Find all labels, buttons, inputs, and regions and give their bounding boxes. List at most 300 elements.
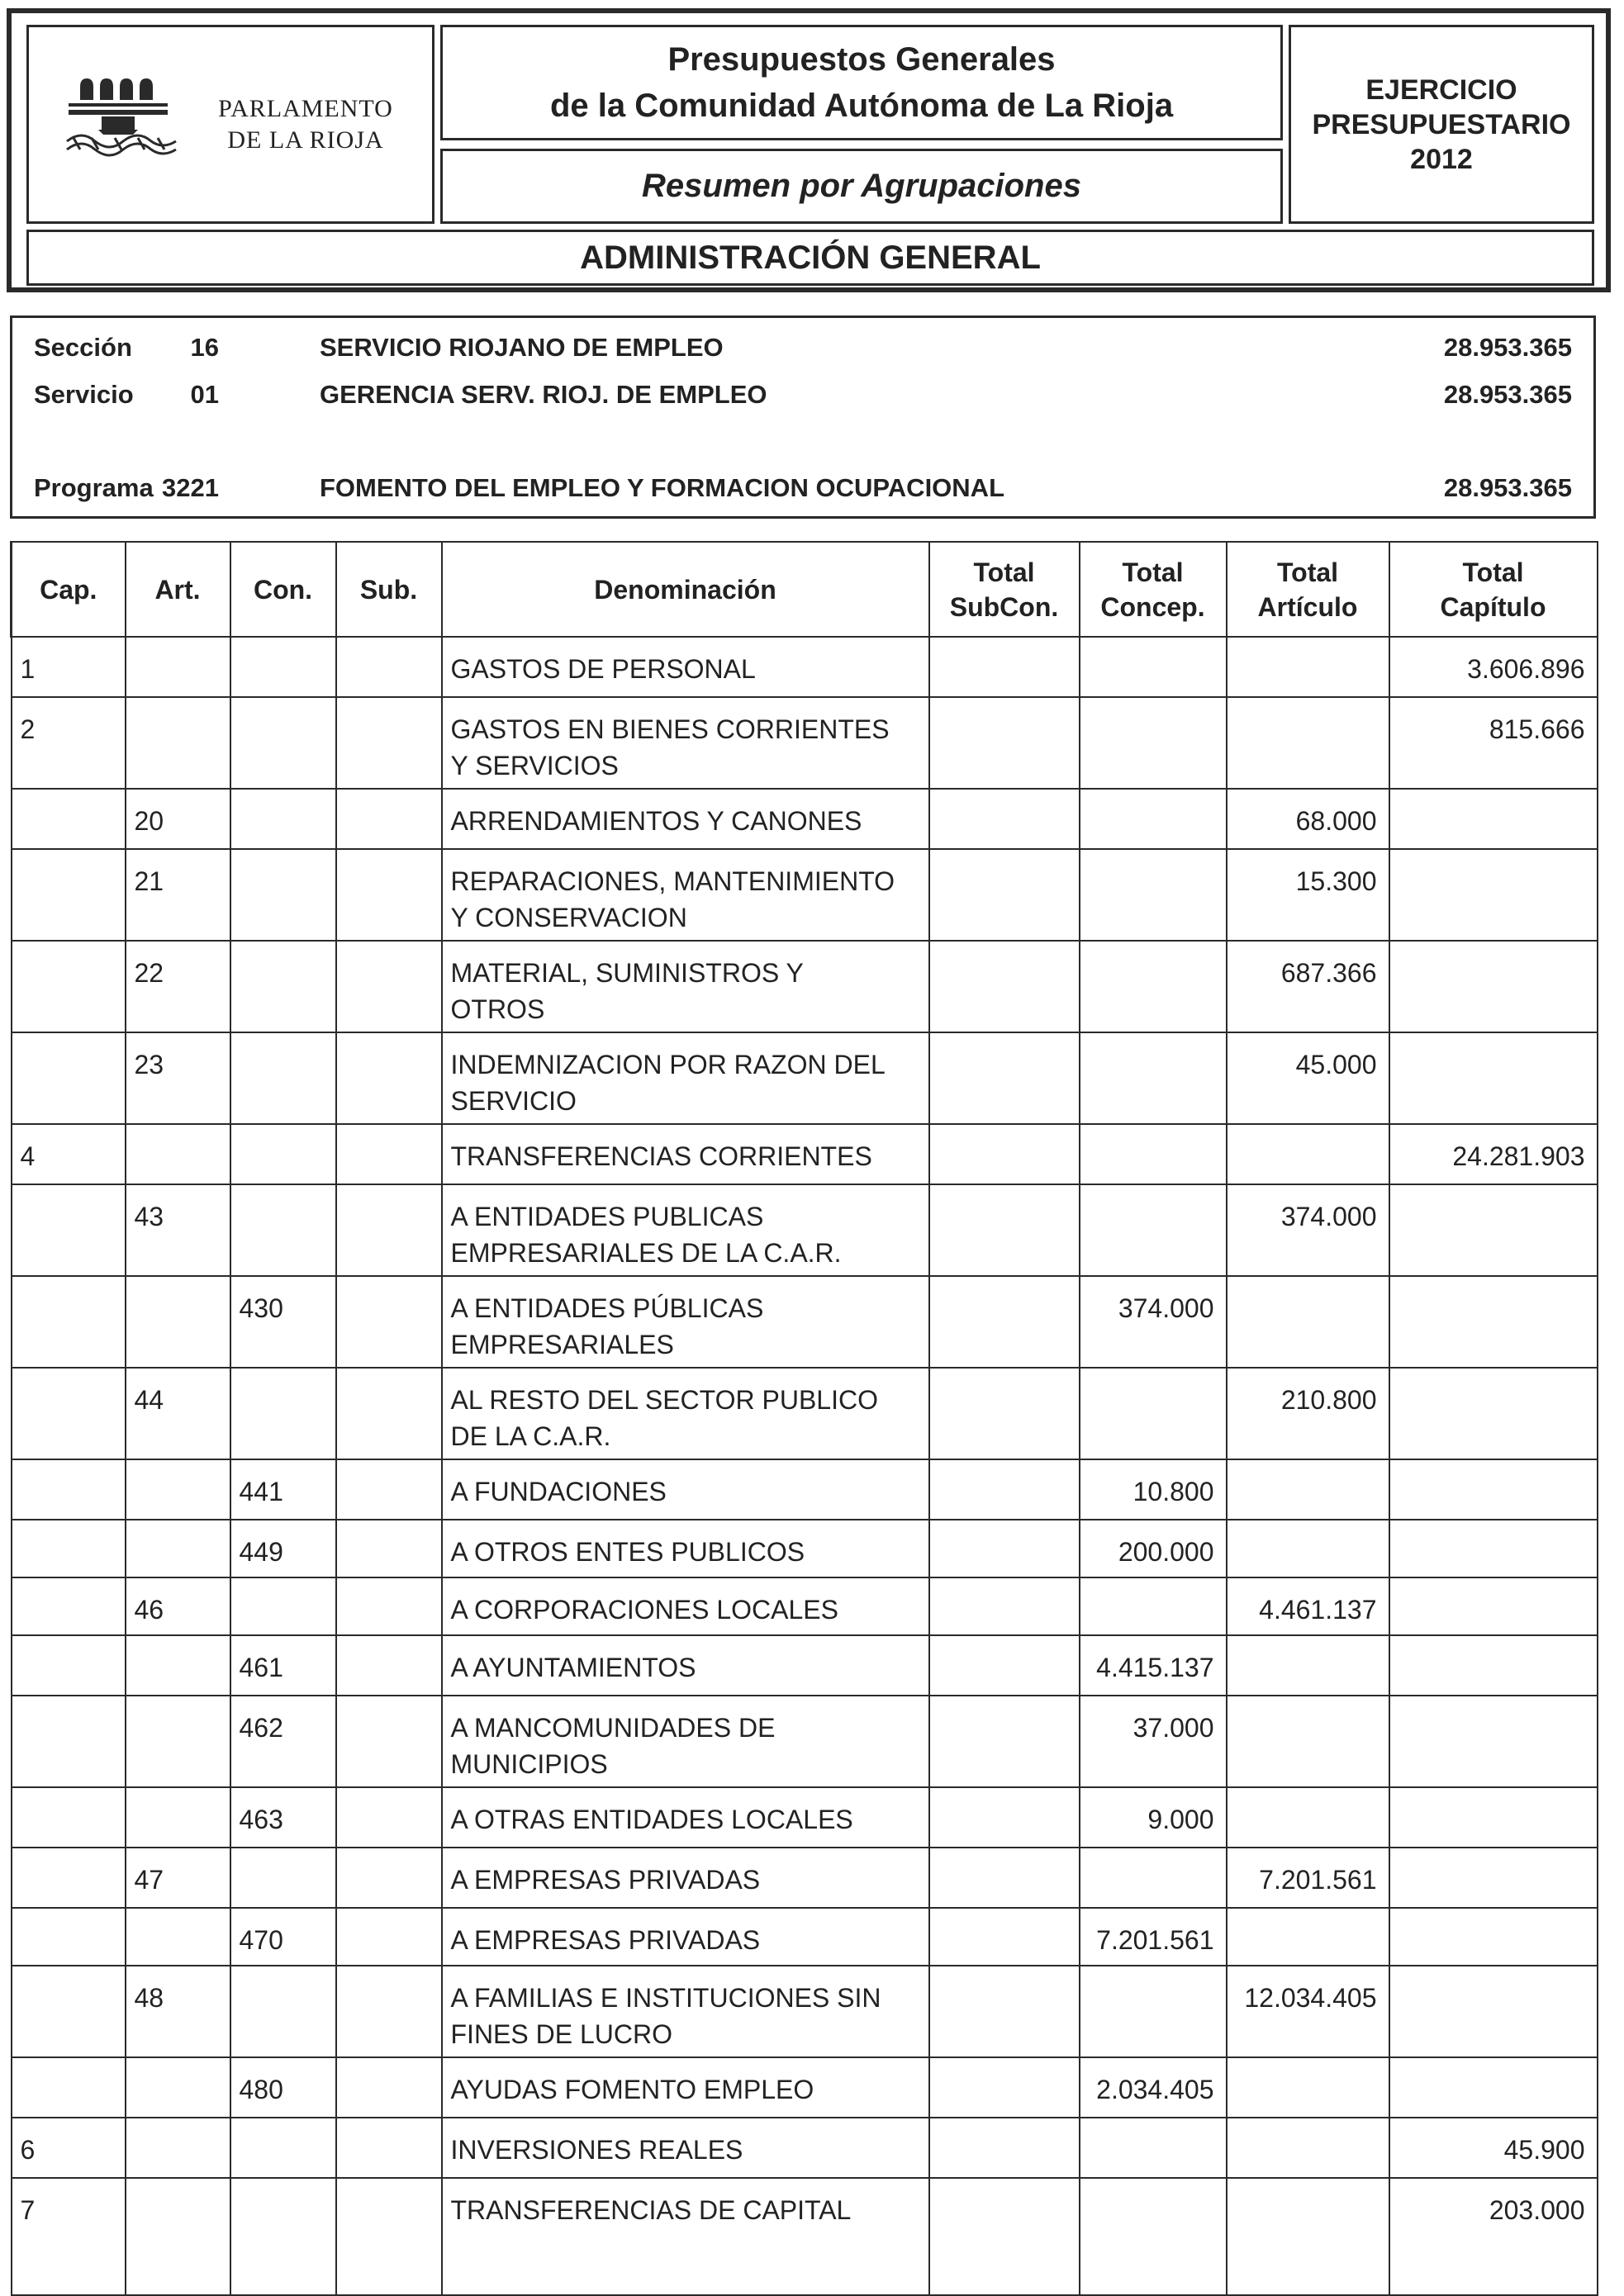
art-cell — [126, 1787, 230, 1848]
header-total-articulo — [1227, 542, 1389, 637]
denominacion-cell — [442, 941, 929, 1032]
denominacion-line-2: FINES DE LUCRO — [450, 2019, 672, 2049]
exercise-box — [1289, 25, 1594, 224]
art-cell — [126, 2118, 230, 2178]
art-cell: 22 — [126, 941, 230, 1032]
total-subcon-cell — [929, 941, 1080, 1032]
total-capitulo-cell — [1389, 1520, 1598, 1577]
total-concep-cell — [1080, 637, 1227, 697]
table-row — [12, 2118, 1598, 2178]
con-cell — [230, 1368, 336, 1459]
denominacion-cell — [442, 637, 929, 697]
total-capitulo-cell — [1389, 1848, 1598, 1908]
seccion-row — [12, 333, 1593, 366]
total-capitulo-cell: 203.000 — [1389, 2178, 1598, 2295]
con-cell — [230, 2178, 336, 2295]
total-concep-cell — [1080, 1577, 1227, 1635]
cap-cell — [12, 1276, 126, 1368]
header-sub: Sub. — [336, 542, 442, 637]
cap-cell — [12, 849, 126, 941]
con-cell — [230, 1184, 336, 1276]
parliament-emblem-icon — [65, 69, 189, 159]
total-articulo-cell — [1227, 1696, 1389, 1787]
con-cell: 441 — [230, 1459, 336, 1520]
sub-cell — [336, 1696, 442, 1787]
total-subcon-cell — [929, 789, 1080, 849]
denominacion-line-1: GASTOS DE PERSONAL — [450, 654, 756, 684]
denominacion-line-1: AYUDAS FOMENTO EMPLEO — [450, 2075, 814, 2104]
art-cell — [126, 697, 230, 789]
cap-cell — [12, 789, 126, 849]
total-subcon-cell — [929, 1520, 1080, 1577]
total-capitulo-cell — [1389, 1787, 1598, 1848]
sub-cell — [336, 1787, 442, 1848]
denominacion-line-2: SERVICIO — [450, 1086, 577, 1116]
art-cell — [126, 1276, 230, 1368]
total-concep-cell: 4.415.137 — [1080, 1635, 1227, 1696]
total-capitulo-cell — [1389, 1577, 1598, 1635]
denominacion-line-1: ARRENDAMIENTOS Y CANONES — [450, 806, 862, 836]
total-articulo-cell: 68.000 — [1227, 789, 1389, 849]
art-cell — [126, 1124, 230, 1184]
cap-cell — [12, 2057, 126, 2118]
header-con: Con. — [230, 542, 336, 637]
total-subcon-cell — [929, 1908, 1080, 1966]
sub-cell — [336, 1368, 442, 1459]
table-row — [12, 1276, 1598, 1368]
denominacion-line-1: A EMPRESAS PRIVADAS — [450, 1925, 761, 1955]
servicio-amount: 28.953.365 — [1443, 380, 1572, 409]
section-info — [10, 315, 1596, 519]
total-subcon-cell — [929, 1368, 1080, 1459]
denominacion-cell — [442, 1459, 929, 1520]
total-articulo-cell — [1227, 1124, 1389, 1184]
denominacion-line-2: EMPRESARIALES DE LA C.A.R. — [450, 1238, 842, 1268]
table-row — [12, 637, 1598, 697]
total-capitulo-cell — [1389, 789, 1598, 849]
administration-title: ADMINISTRACIÓN GENERAL — [26, 230, 1594, 286]
total-subcon-cell — [929, 849, 1080, 941]
denominacion-line-1: A ENTIDADES PÚBLICAS — [450, 1293, 764, 1323]
programa-row — [12, 473, 1593, 506]
total-concep-cell: 37.000 — [1080, 1696, 1227, 1787]
cap-cell: 6 — [12, 2118, 126, 2178]
art-cell — [126, 2057, 230, 2118]
sub-cell — [336, 1908, 442, 1966]
total-subcon-cell — [929, 1032, 1080, 1124]
con-cell — [230, 2118, 336, 2178]
table-row — [12, 1787, 1598, 1848]
sub-cell — [336, 1459, 442, 1520]
cap-cell: 2 — [12, 697, 126, 789]
servicio-code: 01 — [190, 380, 219, 409]
sub-cell — [336, 1032, 442, 1124]
total-articulo-cell: 7.201.561 — [1227, 1848, 1389, 1908]
denominacion-line-1: TRANSFERENCIAS DE CAPITAL — [450, 2195, 852, 2225]
table-row — [12, 697, 1598, 789]
denominacion-line-1: MATERIAL, SUMINISTROS Y — [450, 958, 804, 988]
header-total-subcon — [929, 542, 1080, 637]
denominacion-line-1: A AYUNTAMIENTOS — [450, 1653, 696, 1682]
total-capitulo-cell — [1389, 1696, 1598, 1787]
art-cell: 44 — [126, 1368, 230, 1459]
sub-cell — [336, 1966, 442, 2057]
total-articulo-cell — [1227, 1787, 1389, 1848]
denominacion-line-1: TRANSFERENCIAS CORRIENTES — [450, 1141, 872, 1171]
servicio-label: Servicio — [34, 380, 134, 409]
total-capitulo-cell — [1389, 849, 1598, 941]
total-capitulo-cell — [1389, 1966, 1598, 2057]
total-articulo-cell — [1227, 1908, 1389, 1966]
header-text: Total — [1462, 557, 1524, 587]
header-total-capitulo — [1389, 542, 1598, 637]
table-row — [12, 849, 1598, 941]
table-row — [12, 1032, 1598, 1124]
total-concep-cell — [1080, 1848, 1227, 1908]
total-capitulo-cell — [1389, 2057, 1598, 2118]
total-articulo-cell: 210.800 — [1227, 1368, 1389, 1459]
table-row — [12, 2178, 1598, 2295]
sub-cell — [336, 1635, 442, 1696]
table-row — [12, 1635, 1598, 1696]
sub-cell — [336, 849, 442, 941]
logo-box — [26, 25, 434, 224]
denominacion-cell — [442, 1635, 929, 1696]
denominacion-cell — [442, 1368, 929, 1459]
sub-cell — [336, 1520, 442, 1577]
total-concep-cell: 374.000 — [1080, 1276, 1227, 1368]
con-cell — [230, 1124, 336, 1184]
denominacion-cell — [442, 1696, 929, 1787]
con-cell: 449 — [230, 1520, 336, 1577]
denominacion-line-1: AL RESTO DEL SECTOR PUBLICO — [450, 1385, 878, 1415]
seccion-label: Sección — [34, 333, 132, 362]
total-concep-cell — [1080, 2178, 1227, 2295]
sub-cell — [336, 637, 442, 697]
table-row — [12, 1520, 1598, 1577]
sub-cell — [336, 2178, 442, 2295]
total-capitulo-cell: 815.666 — [1389, 697, 1598, 789]
header-cap: Cap. — [12, 542, 126, 637]
total-subcon-cell — [929, 2057, 1080, 2118]
table-row — [12, 1966, 1598, 2057]
total-articulo-cell: 45.000 — [1227, 1032, 1389, 1124]
total-capitulo-cell — [1389, 941, 1598, 1032]
cap-cell — [12, 1787, 126, 1848]
total-articulo-cell — [1227, 697, 1389, 789]
total-subcon-cell — [929, 1276, 1080, 1368]
total-articulo-cell: 374.000 — [1227, 1184, 1389, 1276]
total-capitulo-cell: 24.281.903 — [1389, 1124, 1598, 1184]
total-capitulo-cell: 3.606.896 — [1389, 637, 1598, 697]
sub-cell — [336, 1577, 442, 1635]
cap-cell — [12, 1368, 126, 1459]
table-row — [12, 1124, 1598, 1184]
table-row — [12, 1848, 1598, 1908]
document-title — [440, 25, 1283, 140]
denominacion-line-1: A MANCOMUNIDADES DE — [450, 1713, 776, 1743]
art-cell — [126, 2178, 230, 2295]
art-cell: 46 — [126, 1577, 230, 1635]
total-articulo-cell — [1227, 2057, 1389, 2118]
con-cell: 462 — [230, 1696, 336, 1787]
con-cell — [230, 1032, 336, 1124]
header-text: SubCon. — [949, 591, 1059, 622]
total-capitulo-cell — [1389, 1032, 1598, 1124]
cap-cell — [12, 1184, 126, 1276]
sub-cell — [336, 789, 442, 849]
logo-text — [202, 93, 409, 156]
denominacion-cell — [442, 1520, 929, 1577]
total-concep-cell — [1080, 1032, 1227, 1124]
exercise-line-2: PRESUPUESTARIO — [1312, 108, 1571, 140]
denominacion-cell — [442, 1577, 929, 1635]
con-cell: 463 — [230, 1787, 336, 1848]
total-capitulo-cell — [1389, 1184, 1598, 1276]
total-subcon-cell — [929, 637, 1080, 697]
cap-cell — [12, 1032, 126, 1124]
total-subcon-cell — [929, 1577, 1080, 1635]
servicio-name: GERENCIA SERV. RIOJ. DE EMPLEO — [320, 380, 767, 409]
denominacion-line-1: A CORPORACIONES LOCALES — [450, 1595, 838, 1625]
header-text: Capítulo — [1440, 591, 1546, 622]
con-cell: 430 — [230, 1276, 336, 1368]
logo-line-1: PARLAMENTO — [218, 95, 393, 122]
total-subcon-cell — [929, 1966, 1080, 2057]
con-cell — [230, 849, 336, 941]
exercise-year: 2012 — [1410, 143, 1473, 175]
total-capitulo-cell — [1389, 1368, 1598, 1459]
sub-cell — [336, 2118, 442, 2178]
denominacion-cell — [442, 2118, 929, 2178]
title-line-1: Presupuestos Generales — [667, 41, 1056, 78]
denominacion-line-1: A OTROS ENTES PUBLICOS — [450, 1537, 805, 1567]
con-cell — [230, 1848, 336, 1908]
table-row — [12, 941, 1598, 1032]
header-text: Total — [973, 557, 1035, 587]
total-subcon-cell — [929, 697, 1080, 789]
total-articulo-cell — [1227, 1276, 1389, 1368]
table-row — [12, 2057, 1598, 2118]
cap-cell: 4 — [12, 1124, 126, 1184]
art-cell: 20 — [126, 789, 230, 849]
total-concep-cell: 7.201.561 — [1080, 1908, 1227, 1966]
total-subcon-cell — [929, 1635, 1080, 1696]
total-subcon-cell — [929, 1787, 1080, 1848]
art-cell: 21 — [126, 849, 230, 941]
total-concep-cell: 200.000 — [1080, 1520, 1227, 1577]
art-cell — [126, 1635, 230, 1696]
denominacion-cell — [442, 1276, 929, 1368]
total-subcon-cell — [929, 1696, 1080, 1787]
sub-cell — [336, 1184, 442, 1276]
art-cell: 43 — [126, 1184, 230, 1276]
exercise-line-1: EJERCICIO — [1365, 74, 1517, 106]
total-concep-cell — [1080, 1184, 1227, 1276]
denominacion-line-1: INDEMNIZACION POR RAZON DEL — [450, 1050, 886, 1079]
document-subtitle: Resumen por Agrupaciones — [440, 149, 1283, 224]
total-concep-cell — [1080, 849, 1227, 941]
cap-cell: 7 — [12, 2178, 126, 2295]
seccion-name: SERVICIO RIOJANO DE EMPLEO — [320, 333, 724, 362]
denominacion-line-1: INVERSIONES REALES — [450, 2135, 743, 2165]
con-cell: 461 — [230, 1635, 336, 1696]
denominacion-line-2: Y SERVICIOS — [450, 751, 619, 780]
denominacion-cell — [442, 1787, 929, 1848]
sub-cell — [336, 1848, 442, 1908]
total-concep-cell: 2.034.405 — [1080, 2057, 1227, 2118]
total-articulo-cell: 15.300 — [1227, 849, 1389, 941]
denominacion-line-1: A FUNDACIONES — [450, 1477, 667, 1506]
cap-cell — [12, 1966, 126, 2057]
denominacion-line-2: OTROS — [450, 994, 545, 1024]
sub-cell — [336, 697, 442, 789]
art-cell: 48 — [126, 1966, 230, 2057]
con-cell: 470 — [230, 1908, 336, 1966]
total-capitulo-cell — [1389, 1635, 1598, 1696]
total-articulo-cell — [1227, 637, 1389, 697]
denominacion-line-1: A EMPRESAS PRIVADAS — [450, 1865, 761, 1895]
cap-cell — [12, 1848, 126, 1908]
art-cell: 47 — [126, 1848, 230, 1908]
header-text: Total — [1276, 557, 1339, 587]
table-row — [12, 1908, 1598, 1966]
denominacion-cell — [442, 697, 929, 789]
con-cell — [230, 637, 336, 697]
total-subcon-cell — [929, 1848, 1080, 1908]
total-articulo-cell — [1227, 2178, 1389, 2295]
cap-cell: 1 — [12, 637, 126, 697]
total-articulo-cell: 4.461.137 — [1227, 1577, 1389, 1635]
con-cell — [230, 1577, 336, 1635]
denominacion-cell — [442, 1124, 929, 1184]
denominacion-cell — [442, 2178, 929, 2295]
con-cell — [230, 941, 336, 1032]
header-denominacion: Denominación — [442, 542, 929, 637]
title-line-2: de la Comunidad Autónoma de La Rioja — [549, 88, 1174, 124]
denominacion-line-1: REPARACIONES, MANTENIMIENTO — [450, 866, 895, 896]
programa-amount: 28.953.365 — [1443, 473, 1572, 502]
total-concep-cell — [1080, 1966, 1227, 2057]
total-capitulo-cell — [1389, 1276, 1598, 1368]
denominacion-line-2: MUNICIPIOS — [450, 1749, 608, 1779]
denominacion-cell — [442, 849, 929, 941]
total-subcon-cell — [929, 1459, 1080, 1520]
total-subcon-cell — [929, 1124, 1080, 1184]
denominacion-line-2: DE LA C.A.R. — [450, 1421, 611, 1451]
programa-code: 3221 — [162, 473, 219, 502]
total-capitulo-cell — [1389, 1908, 1598, 1966]
cap-cell — [12, 1696, 126, 1787]
total-articulo-cell — [1227, 2118, 1389, 2178]
header-text: Artículo — [1257, 591, 1358, 622]
seccion-code: 16 — [190, 333, 219, 362]
con-cell: 480 — [230, 2057, 336, 2118]
header-text: Total — [1122, 557, 1184, 587]
denominacion-cell — [442, 2057, 929, 2118]
programa-name: FOMENTO DEL EMPLEO Y FORMACION OCUPACIONAL — [320, 473, 1005, 502]
cap-cell — [12, 1459, 126, 1520]
art-cell — [126, 1908, 230, 1966]
table-row — [12, 789, 1598, 849]
servicio-row — [12, 380, 1593, 413]
total-concep-cell — [1080, 2118, 1227, 2178]
denominacion-cell — [442, 1848, 929, 1908]
seccion-amount: 28.953.365 — [1443, 333, 1572, 362]
con-cell — [230, 789, 336, 849]
table-row — [12, 1368, 1598, 1459]
cap-cell — [12, 1635, 126, 1696]
cap-cell — [12, 1577, 126, 1635]
art-cell: 23 — [126, 1032, 230, 1124]
total-articulo-cell: 687.366 — [1227, 941, 1389, 1032]
con-cell — [230, 1966, 336, 2057]
denominacion-cell — [442, 1908, 929, 1966]
denominacion-line-2: Y CONSERVACION — [450, 903, 687, 932]
denominacion-line-1: GASTOS EN BIENES CORRIENTES — [450, 714, 890, 744]
total-subcon-cell — [929, 1184, 1080, 1276]
denominacion-line-1: A ENTIDADES PUBLICAS — [450, 1202, 764, 1231]
budget-table — [10, 541, 1598, 2296]
sub-cell — [336, 1276, 442, 1368]
sub-cell — [336, 941, 442, 1032]
total-articulo-cell — [1227, 1635, 1389, 1696]
header-total-concep — [1080, 542, 1227, 637]
total-concep-cell — [1080, 789, 1227, 849]
header-text: Concep. — [1100, 591, 1205, 622]
total-subcon-cell — [929, 2118, 1080, 2178]
total-capitulo-cell — [1389, 1459, 1598, 1520]
sub-cell — [336, 2057, 442, 2118]
cap-cell — [12, 941, 126, 1032]
denominacion-line-1: A FAMILIAS E INSTITUCIONES SIN — [450, 1983, 881, 2013]
con-cell — [230, 697, 336, 789]
art-cell — [126, 637, 230, 697]
art-cell — [126, 1520, 230, 1577]
denominacion-line-2: EMPRESARIALES — [450, 1330, 674, 1359]
cap-cell — [12, 1520, 126, 1577]
table-row — [12, 1184, 1598, 1276]
table-header-row — [12, 542, 1598, 637]
table-row — [12, 1459, 1598, 1520]
total-articulo-cell — [1227, 1459, 1389, 1520]
total-capitulo-cell: 45.900 — [1389, 2118, 1598, 2178]
total-articulo-cell — [1227, 1520, 1389, 1577]
table-row — [12, 1577, 1598, 1635]
header-art: Art. — [126, 542, 230, 637]
programa-label: Programa — [34, 473, 154, 502]
logo-line-2: DE LA RIOJA — [227, 126, 384, 154]
denominacion-cell — [442, 1032, 929, 1124]
cap-cell — [12, 1908, 126, 1966]
denominacion-cell — [442, 1184, 929, 1276]
total-concep-cell: 9.000 — [1080, 1787, 1227, 1848]
denominacion-cell — [442, 789, 929, 849]
table-row — [12, 1696, 1598, 1787]
total-concep-cell — [1080, 1368, 1227, 1459]
document-header — [7, 8, 1611, 292]
total-concep-cell: 10.800 — [1080, 1459, 1227, 1520]
total-concep-cell — [1080, 697, 1227, 789]
total-subcon-cell — [929, 2178, 1080, 2295]
art-cell — [126, 1696, 230, 1787]
art-cell — [126, 1459, 230, 1520]
sub-cell — [336, 1124, 442, 1184]
denominacion-cell — [442, 1966, 929, 2057]
total-articulo-cell: 12.034.405 — [1227, 1966, 1389, 2057]
total-concep-cell — [1080, 1124, 1227, 1184]
total-concep-cell — [1080, 941, 1227, 1032]
